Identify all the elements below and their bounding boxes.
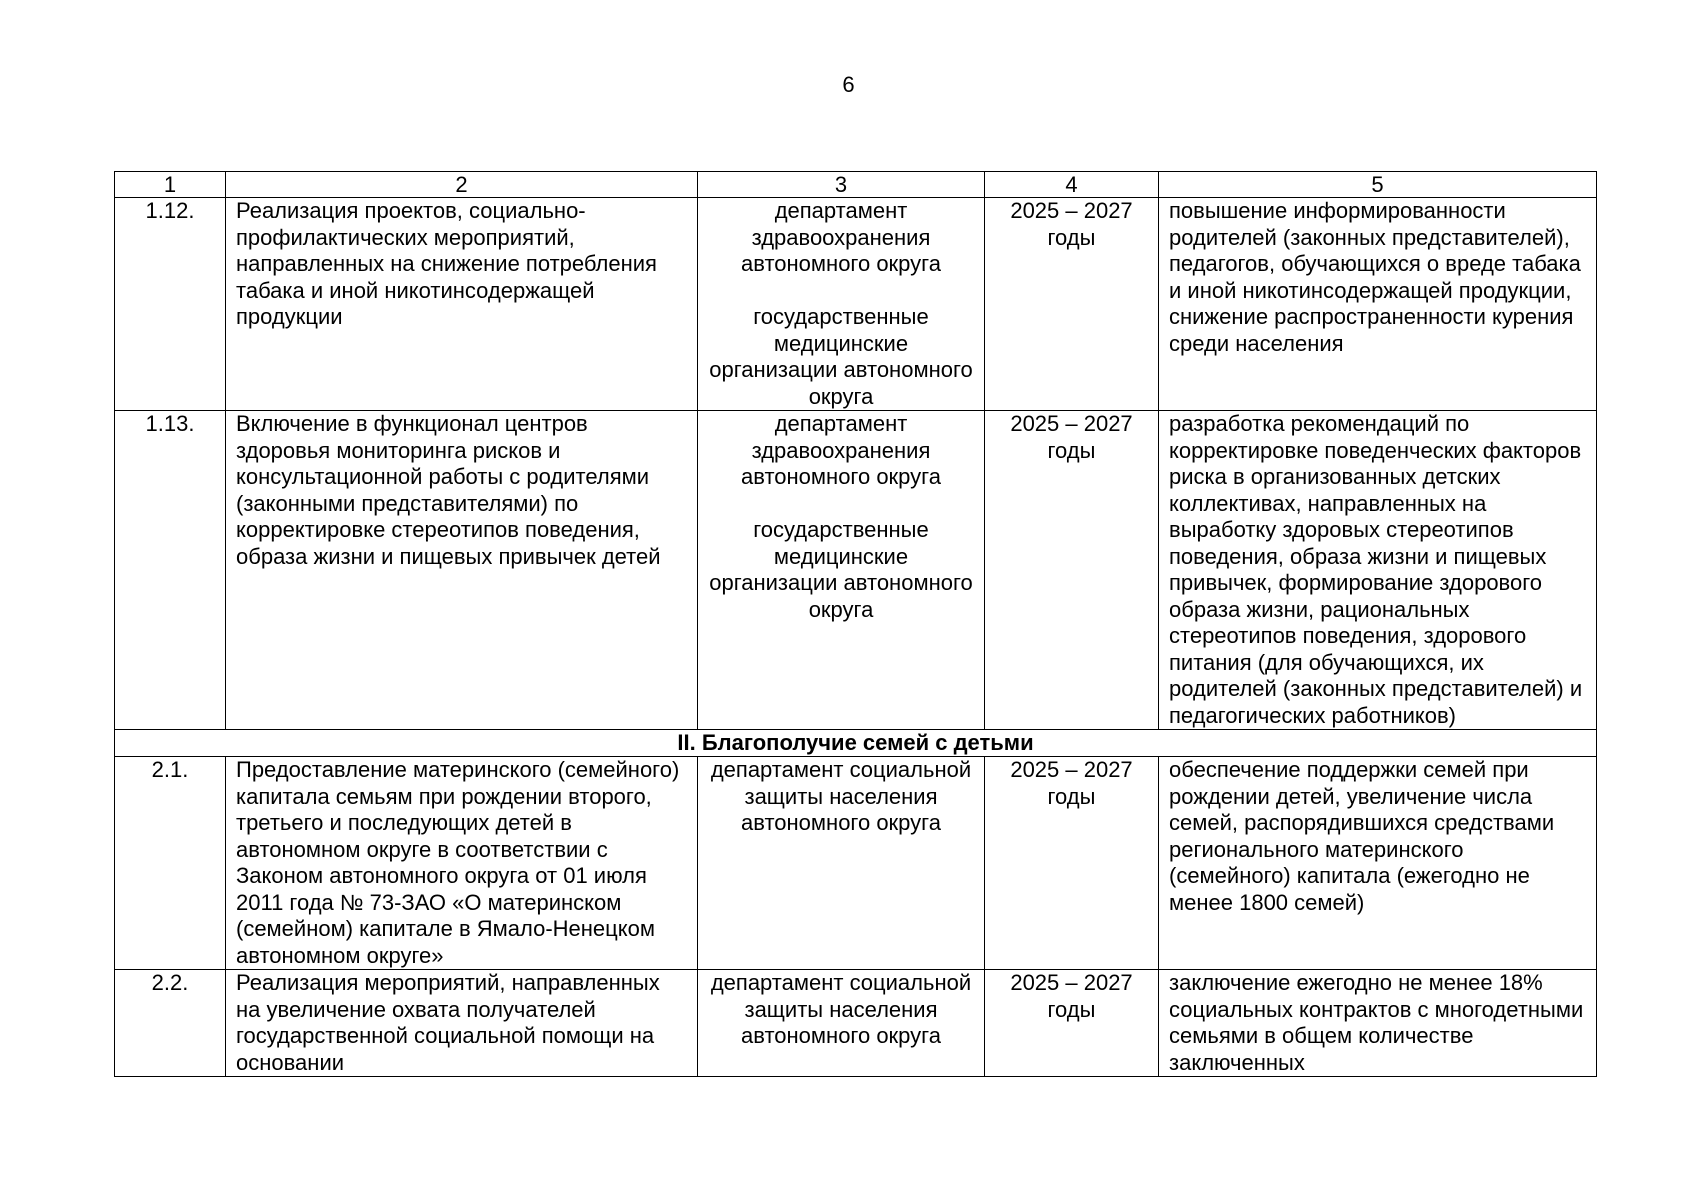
responsible-primary: департамент здравоохранения автономного округа [741,411,941,489]
spacer [708,278,974,305]
result-cell: повышение информированности родителей (законных представителей), педагогов, обучающихся о вреде табака и иной никотинсодержащей продукции, снижение распространенности курения среди населения [1159,198,1597,411]
table-row [115,411,1597,730]
period-cell: 2025 – 2027 годы [985,757,1159,970]
column-number: 5 [1159,172,1597,198]
activity-cell: Реализация мероприятий, направленных на увеличение охвата получателей государственной социальной помощи на основании [226,970,698,1077]
activity-cell: Предоставление материнского (семейного) капитала семьям при рождении второго, третьего и последующих детей в автономном округе в соответствии с Законом автономного округа от 01 июля 2011 года № 73-ЗАО «О материнском (семейном) капитале в Ямало-Ненецком автономном округе» [226,757,698,970]
spacer [708,491,974,518]
period-cell: 2025 – 2027 годы [985,970,1159,1077]
section-row [115,730,1597,757]
responsible-cell [698,411,985,730]
responsible-secondary: государственные медицинские организации автономного округа [709,517,973,622]
table-row [115,970,1597,1077]
row-number: 1.12. [115,198,226,411]
table-row [115,757,1597,970]
row-number: 1.13. [115,411,226,730]
row-number: 2.1. [115,757,226,970]
activity-cell: Включение в функционал центров здоровья мониторинга рисков и консультационной работы с родителями (законными представителями) по корректировке стереотипов поведения, образа жизни и пищевых привычек детей [226,411,698,730]
page-number: 6 [842,72,855,97]
result-cell: обеспечение поддержки семей при рождении детей, увеличение числа семей, распорядившихся средствами регионального материнского (семейного) капитала (ежегодно не менее 1800 семей) [1159,757,1597,970]
activity-cell: Реализация проектов, социально-профилактических мероприятий, направленных на снижение потребления табака и иной никотинсодержащей продукции [226,198,698,411]
period-cell: 2025 – 2027 годы [985,198,1159,411]
activities-table [114,171,1597,1077]
responsible-cell [698,198,985,411]
column-number: 2 [226,172,698,198]
column-number: 3 [698,172,985,198]
column-number-row [115,172,1597,198]
responsible-secondary: государственные медицинские организации автономного округа [709,304,973,409]
column-number: 4 [985,172,1159,198]
row-number: 2.2. [115,970,226,1077]
responsible-primary: департамент здравоохранения автономного округа [741,198,941,276]
table-row [115,198,1597,411]
responsible-cell: департамент социальной защиты населения автономного округа [698,757,985,970]
period-cell: 2025 – 2027 годы [985,411,1159,730]
column-number: 1 [115,172,226,198]
result-cell: заключение ежегодно не менее 18% социальных контрактов с многодетными семьями в общем количестве заключенных [1159,970,1597,1077]
section-title: II. Благополучие семей с детьми [115,730,1597,757]
responsible-cell: департамент социальной защиты населения автономного округа [698,970,985,1077]
result-cell: разработка рекомендаций по корректировке поведенческих факторов риска в организованных детских коллективах, направленных на выработку здоровых стереотипов поведения, образа жизни и пищевых привычек, формирование здорового образа жизни, рациональных стереотипов поведения, здорового питания (для обучающихся, их родителей (законных представителей) и педагогических работников) [1159,411,1597,730]
